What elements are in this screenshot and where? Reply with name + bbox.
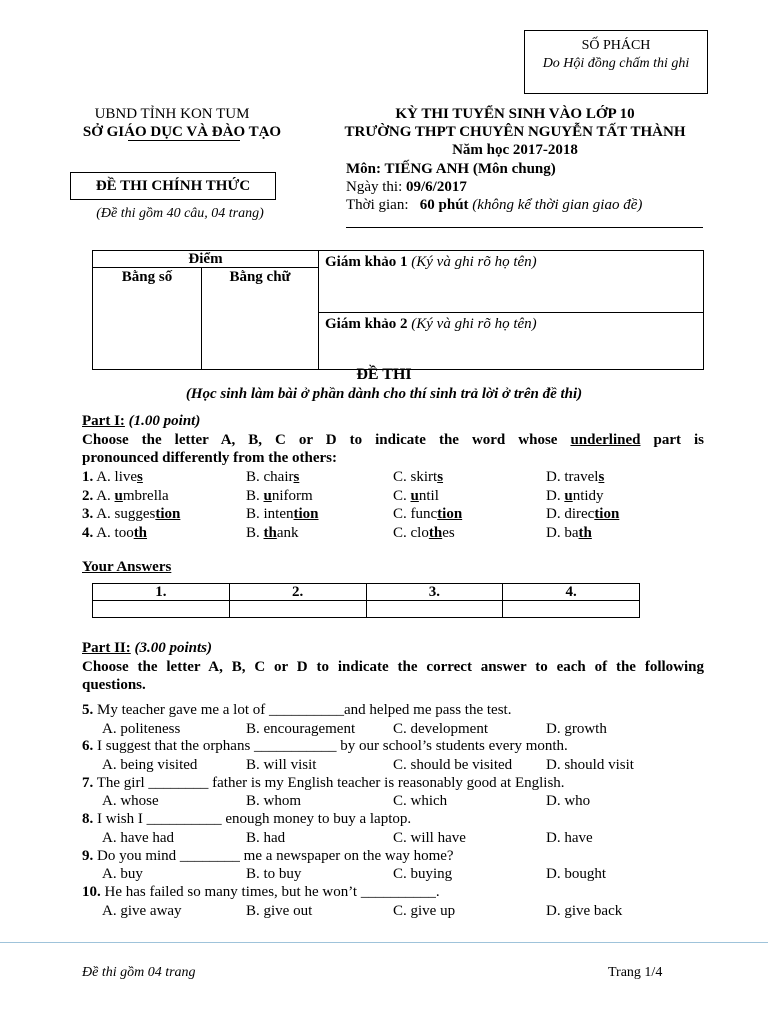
part2-q8-option-c: C. will have <box>393 829 466 846</box>
part2-q5-option-c: C. development <box>393 720 488 737</box>
part2-q9-option-a: A. buy <box>102 866 143 883</box>
question-number: 9. <box>82 847 94 864</box>
part2-q5-option-a: A. politeness <box>102 720 181 737</box>
part2-q9-option-c: C. buying <box>393 866 453 883</box>
question-text: My teacher gave me a lot of __________and helped me pass the test. <box>97 702 512 718</box>
score-table <box>92 250 704 370</box>
score-by-word-label: Bằng chữ <box>229 269 291 285</box>
part-1-heading <box>82 412 200 430</box>
official-exam-label: ĐỀ THI CHÍNH THỨC <box>70 172 276 200</box>
option-text: B. inten <box>246 506 294 522</box>
footer-rule <box>0 942 768 943</box>
de-thi-note: (Học sinh làm bài ở phần dành cho thí sinh trả lời ở trên đề thi) <box>185 386 583 402</box>
question-number: 1. <box>82 469 94 485</box>
exam-time <box>346 196 642 214</box>
exam-title-1: KỲ THI TUYỂN SINH VÀO LỚP 10 <box>395 106 635 122</box>
part-1-instr-underlined: underlined <box>570 432 641 448</box>
option-underlined-part: tion <box>155 506 181 522</box>
part1-q1-option-a <box>82 468 143 486</box>
exam-time-label: Thời gian: <box>346 197 409 213</box>
option-text: B. <box>246 487 264 504</box>
option-underlined-part: tion <box>437 506 463 522</box>
part-1-answer-table <box>92 583 640 618</box>
part2-q6-option-d: D. should visit <box>546 756 634 773</box>
examiner-1-label: Giám khảo 1 <box>325 254 408 270</box>
option-underlined-part: u <box>263 487 272 504</box>
answer-cell-3[interactable] <box>366 601 503 618</box>
option-underlined-part: s <box>598 469 605 485</box>
part-1-instruction <box>82 431 704 449</box>
part1-q2-option-d <box>546 487 604 505</box>
option-text: D. ba <box>546 524 579 541</box>
so-phach-box <box>524 30 708 94</box>
part2-q7-option-d: D. who <box>546 793 591 810</box>
part1-q1-option-b <box>246 468 299 486</box>
option-underlined-part: th <box>263 524 277 541</box>
answer-cell-4[interactable] <box>503 601 640 618</box>
part1-q4-option-b <box>246 524 299 542</box>
score-by-word-cell[interactable] <box>202 268 319 370</box>
header-rule <box>346 227 703 228</box>
answer-col-1: 1. <box>93 584 230 601</box>
part2-q8-option-b: B. had <box>246 829 286 846</box>
part1-q2-option-c <box>393 487 439 505</box>
question-text: He has failed so many times, but he won’t __________. <box>104 884 440 900</box>
answer-col-4: 4. <box>503 584 640 601</box>
part2-q6-option-c: C. should be visited <box>393 756 513 773</box>
part1-q4-option-d <box>546 524 592 542</box>
question-number: 10. <box>82 884 101 900</box>
option-text-rest: ntil <box>418 487 439 504</box>
part-2-instruction: Choose the letter A, B, C or D to indicate the correct answer to each of the following <box>82 659 704 675</box>
option-text: C. <box>393 487 411 504</box>
part1-q4-option-c <box>393 524 455 542</box>
part2-q6-option-b: B. will visit <box>246 756 317 773</box>
option-text-rest: ntidy <box>572 487 604 504</box>
part-2-heading <box>82 639 212 657</box>
part1-q1-option-d <box>546 468 604 486</box>
part1-q3-option-c <box>393 505 462 523</box>
question-text: I wish I __________ enough money to buy a laptop. <box>97 811 412 828</box>
exam-time-note: (không kể thời gian giao đề) <box>472 197 643 213</box>
part-2-label: Part II: <box>82 640 131 656</box>
examiner-1-note: (Ký và ghi rõ họ tên) <box>411 254 537 270</box>
part2-q9-option-b: B. to buy <box>246 866 302 883</box>
question-text: I suggest that the orphans ___________ by our school’s students every month. <box>97 738 568 755</box>
exam-date-label: Ngày thi: <box>346 179 406 195</box>
part-1-instr-b: part is <box>640 432 704 448</box>
so-phach-title: SỐ PHÁCH <box>581 38 651 53</box>
option-underlined-part: tion <box>293 506 319 522</box>
option-text: C. clo <box>393 524 429 541</box>
part-2-instruction-2: questions. <box>82 677 146 693</box>
option-underlined-part: th <box>133 524 148 541</box>
option-text: A. <box>96 487 115 504</box>
exam-title-2: TRƯỜNG THPT CHUYÊN NGUYỄN TẤT THÀNH <box>344 124 686 140</box>
part2-q6-option-a: A. being visited <box>102 756 198 773</box>
option-text: B. chair <box>246 469 294 485</box>
part2-q5-option-b: B. encouragement <box>246 720 356 737</box>
part2-q8-option-d: D. have <box>546 829 593 846</box>
examiner-2-label: Giám khảo 2 <box>325 316 408 332</box>
option-underlined-part: s <box>137 469 143 485</box>
part2-q9-stem <box>82 847 454 865</box>
examiner-2-cell[interactable] <box>319 313 704 370</box>
option-underlined-part: th <box>428 524 443 541</box>
part1-q3-option-d <box>546 505 619 523</box>
part2-q10-option-a: A. give away <box>102 902 182 919</box>
answer-cell-1[interactable] <box>93 601 230 618</box>
option-text: A. sugges <box>96 506 156 522</box>
score-by-number-label: Bằng số <box>121 269 173 285</box>
question-number: 6. <box>82 738 94 755</box>
option-underlined-part: s <box>437 469 444 485</box>
option-text: D. travel <box>546 469 599 485</box>
option-text-rest: mbrella <box>122 487 169 504</box>
option-underlined-part: tion <box>594 506 620 522</box>
option-underlined-part: u <box>564 487 573 504</box>
org-line-1: UBND TỈNH KON TUM <box>94 106 250 122</box>
option-text: B. <box>246 524 264 541</box>
part2-q7-option-a: A. whose <box>102 793 159 810</box>
examiner-1-cell[interactable] <box>319 251 704 313</box>
option-text: D. <box>546 487 565 504</box>
question-number: 4. <box>82 524 94 541</box>
exam-date <box>346 178 467 196</box>
part2-q7-option-c: C. which <box>393 793 448 810</box>
examiner-2-note: (Ký và ghi rõ họ tên) <box>411 316 537 332</box>
question-text: The girl ________ father is my English teacher is reasonably good at English. <box>96 774 565 791</box>
part-1-instruction-2: pronounced differently from the others: <box>82 450 337 466</box>
part1-q3-option-b <box>246 505 319 523</box>
part2-q7-option-b: B. whom <box>246 793 302 810</box>
exam-subject: Môn: TIẾNG ANH (Môn chung) <box>346 161 556 177</box>
footer-page-count: Đề thi gồm 04 trang <box>82 965 196 980</box>
answer-cell-2[interactable] <box>229 601 366 618</box>
official-note: (Đề thi gồm 40 câu, 04 trang) <box>96 206 264 221</box>
question-number: 5. <box>82 702 94 718</box>
de-thi-title: ĐỀ THI <box>356 366 412 383</box>
so-phach-note: Do Hội đồng chấm thi ghi <box>542 56 690 71</box>
option-text: A. too <box>96 524 134 541</box>
part1-q3-option-a <box>82 505 180 523</box>
option-text-rest: es <box>442 524 455 541</box>
score-header: Điểm <box>93 251 319 268</box>
option-text: D. direc <box>546 506 595 522</box>
option-underlined-part: u <box>114 487 123 504</box>
org-line-2: SỞ GIÁO DỤC VÀ ĐÀO TẠO <box>82 124 282 140</box>
exam-date-value: 09/6/2017 <box>406 179 467 195</box>
part2-q10-stem <box>82 883 440 901</box>
part-1-points: (1.00 point) <box>128 413 201 429</box>
exam-year: Năm học 2017-2018 <box>452 142 578 158</box>
option-underlined-part: u <box>410 487 419 504</box>
part2-q8-stem <box>82 810 411 828</box>
option-text-rest: niform <box>271 487 313 504</box>
option-underlined-part: th <box>578 524 592 541</box>
option-underlined-part: s <box>293 469 300 485</box>
part-2-points: (3.00 points) <box>134 640 213 656</box>
part1-q2-option-b <box>246 487 313 505</box>
option-text: A. live <box>96 469 138 485</box>
part2-q6-stem <box>82 737 568 755</box>
answer-col-3: 3. <box>366 584 503 601</box>
part1-q1-option-c <box>393 468 443 486</box>
org-underline <box>128 140 240 141</box>
footer-page-number: Trang 1/4 <box>608 965 663 980</box>
part2-q8-option-a: A. have had <box>102 829 175 846</box>
question-number: 3. <box>82 506 94 522</box>
option-text: C. skirt <box>393 469 438 485</box>
part2-q5-stem <box>82 701 511 719</box>
question-text: Do you mind ________ me a newspaper on the way home? <box>97 847 454 864</box>
question-number: 2. <box>82 487 94 504</box>
part2-q10-option-c: C. give up <box>393 902 456 919</box>
option-text: C. func <box>393 506 438 522</box>
option-text-rest: ank <box>276 524 299 541</box>
question-number: 8. <box>82 811 94 828</box>
your-answers-label: Your Answers <box>82 559 172 575</box>
part-1-label: Part I: <box>82 413 125 429</box>
answer-col-2: 2. <box>229 584 366 601</box>
question-number: 7. <box>82 774 94 791</box>
exam-time-value: 60 phút <box>419 197 469 213</box>
part2-q10-option-d: D. give back <box>546 902 623 919</box>
part1-q2-option-a <box>82 487 169 505</box>
part-1-instr-a: Choose the letter A, B, C or D to indicate the word whose <box>82 432 571 448</box>
part2-q9-option-d: D. bought <box>546 866 606 883</box>
part2-q7-stem <box>82 774 565 792</box>
score-by-number-cell[interactable] <box>93 268 202 370</box>
part1-q4-option-a <box>82 524 147 542</box>
part2-q5-option-d: D. growth <box>546 720 607 737</box>
part2-q10-option-b: B. give out <box>246 902 313 919</box>
